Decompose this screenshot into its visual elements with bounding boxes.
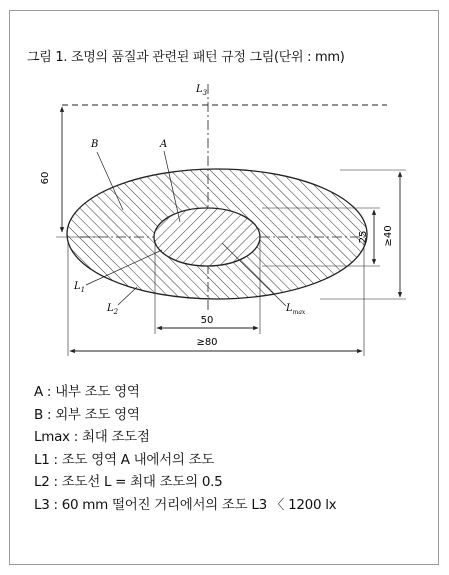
dim-25-label: 25 [358, 230, 369, 244]
legend-item-a: A : 내부 조도 영역 [34, 384, 140, 400]
dim-40-label: ≥40 [383, 225, 394, 247]
inner-area-a-hatch [154, 208, 260, 266]
dim-50-label: 50 [200, 315, 214, 326]
label-lmax [285, 303, 306, 316]
label-l2-sub: 2 [113, 308, 119, 316]
legend-item-l3: L3 : 60 mm 떨어진 거리에서의 조도 L3 〈 1200 lx [34, 496, 337, 513]
legend [34, 381, 336, 516]
dim-80-label: ≥80 [196, 337, 218, 348]
label-l3 [195, 84, 208, 97]
label-l1 [73, 281, 85, 294]
legend-item-l2: L2 : 조도선 L = 최대 조도의 0.5 [34, 474, 223, 490]
label-l3-main: L [196, 84, 203, 95]
figure-title: 그림 1. 조명의 품질과 관련된 패턴 규정 그림(단위 : mm) [27, 50, 345, 65]
legend-item-l1: L1 : 조도 영역 A 내에서의 조도 [34, 451, 215, 468]
legend-item-b: B : 외부 조도 영역 [34, 406, 140, 423]
label-l2-main: L [107, 303, 114, 314]
label-b: B [91, 139, 99, 150]
legend-item-lmax: Lmax : 최대 조도점 [34, 429, 150, 445]
label-l2 [106, 303, 119, 316]
dim-60-label: 60 [40, 171, 51, 185]
label-lmax-main: L [286, 303, 293, 314]
label-l1-sub: 1 [80, 286, 86, 294]
label-a: A [160, 139, 168, 150]
label-l3-sub: 3 [202, 89, 208, 97]
label-lmax-sub: max [292, 309, 306, 316]
label-l1-main: L [74, 281, 81, 292]
label-l2-leader [118, 287, 137, 305]
